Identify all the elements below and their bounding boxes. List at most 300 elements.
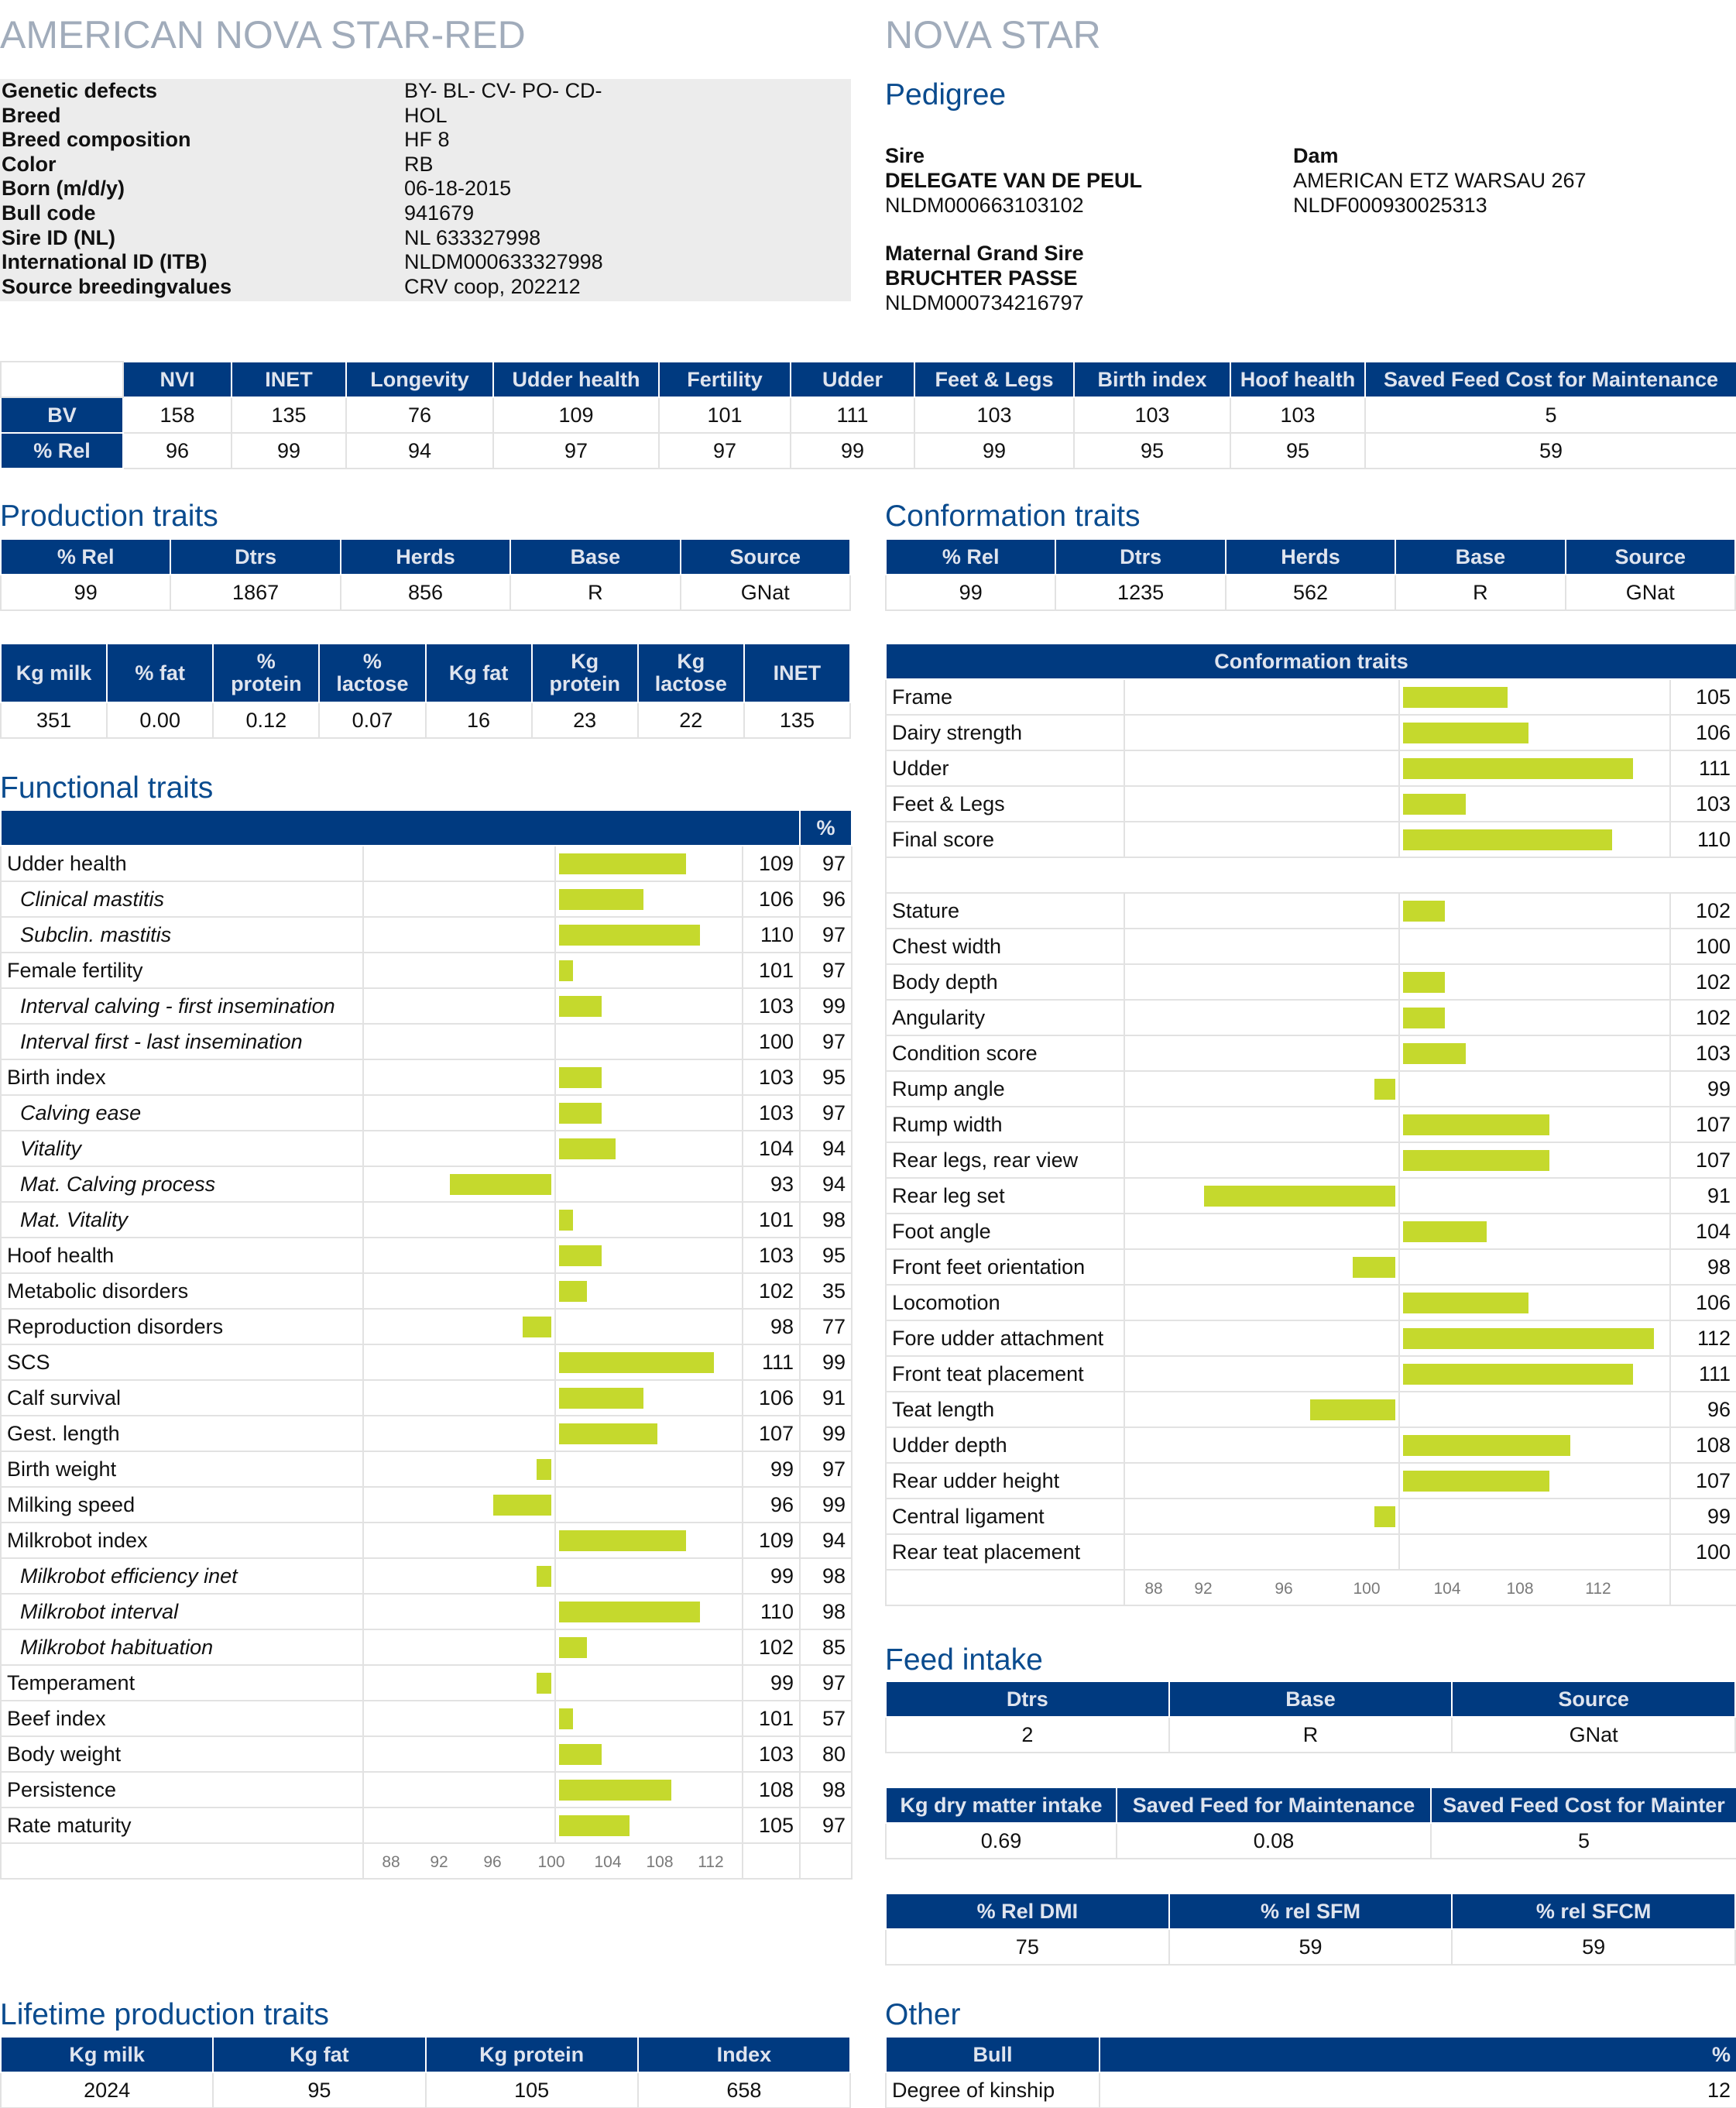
trait-rel: 77: [800, 1309, 852, 1344]
detail-value: 23: [532, 702, 638, 738]
bar-mark: [1403, 1364, 1633, 1385]
feed-intake-table: [885, 1787, 1736, 1859]
bar-cell-left: [363, 1273, 555, 1309]
trait-value: 104: [743, 1131, 800, 1166]
trait-value: 98: [1670, 1249, 1736, 1285]
axis-tick: 92: [1194, 1580, 1213, 1598]
bar-cell-left: [1124, 1000, 1399, 1035]
trait-value: 103: [743, 1736, 800, 1772]
table-header: % rel SFM: [1169, 1893, 1453, 1929]
table-row: [1, 846, 852, 881]
bar-cell-right: [555, 1736, 743, 1772]
trait-value: 111: [743, 1344, 800, 1380]
bar-cell-right: [1399, 929, 1670, 964]
table-row: [886, 1035, 1736, 1071]
trait-value: 110: [1670, 822, 1736, 857]
trait-value: 103: [743, 1238, 800, 1273]
trait-rel: 97: [800, 953, 852, 988]
index-value: 135: [232, 397, 346, 433]
conformation-traits-table: [885, 643, 1736, 1606]
production-summary-table: [0, 538, 851, 611]
trait-name: Teat length: [886, 1392, 1124, 1427]
dam-name: AMERICAN ETZ WARSAU 267: [1293, 169, 1587, 192]
info-key: Genetic defects: [2, 79, 158, 102]
trait-value: 109: [743, 846, 800, 881]
table-row: [1, 1629, 852, 1665]
bar-mark: [450, 1174, 551, 1195]
table-row: [886, 1463, 1736, 1499]
detail-value: 135: [744, 702, 850, 738]
bar-cell-right: [555, 1487, 743, 1523]
table-header: Herds: [341, 539, 510, 575]
index-header: Birth index: [1074, 362, 1230, 397]
trait-name: Interval calving - first insemination: [1, 988, 363, 1024]
axis-tick: 100: [1353, 1580, 1381, 1598]
pedigree-title: Pedigree: [885, 78, 1007, 112]
index-value: 97: [659, 433, 791, 469]
trait-name: Stature: [886, 893, 1124, 929]
table-row: [1, 1059, 852, 1095]
table-row: [1, 810, 852, 846]
bar-cell-right: [1399, 893, 1670, 929]
bar-cell-right: [555, 1594, 743, 1629]
axis-blank: [800, 1843, 852, 1879]
bar-cell-left: [1124, 964, 1399, 1000]
trait-value: 106: [743, 1380, 800, 1416]
bar-mark: [537, 1673, 551, 1694]
bar-cell-left: [363, 917, 555, 953]
index-value: 158: [123, 397, 232, 433]
index-header: Fertility: [659, 362, 791, 397]
trait-value: 100: [1670, 1534, 1736, 1570]
table-row: [886, 1823, 1736, 1859]
detail-header-line: % fat: [135, 661, 185, 685]
detail-header: [107, 644, 213, 702]
bar-cell-right: [555, 1701, 743, 1736]
table-header: Saved Feed for Maintenance: [1117, 1787, 1431, 1823]
table-cell: 0.08: [1117, 1823, 1431, 1859]
info-key: Color: [2, 152, 57, 176]
bar-cell-right: [555, 1059, 743, 1095]
index-row-label: BV: [1, 397, 123, 433]
table-row: [886, 1787, 1736, 1823]
axis-tick: 104: [1433, 1580, 1461, 1598]
table-cell: 1235: [1055, 575, 1225, 610]
bar-mark: [1403, 1043, 1466, 1064]
bar-cell-left: [1124, 929, 1399, 964]
bar-cell-right: [1399, 1463, 1670, 1499]
axis-scale: [1124, 1570, 1670, 1605]
table-cell: 5: [1431, 1823, 1736, 1859]
conformation-header: Conformation traits: [886, 644, 1736, 679]
bar-cell-right: [1399, 679, 1670, 715]
table-header: Saved Feed Cost for Mainter: [1431, 1787, 1736, 1823]
table-header: Index: [638, 2037, 850, 2072]
bar-cell-right: [1399, 1427, 1670, 1463]
index-table: [0, 361, 1736, 469]
info-key: Breed composition: [2, 128, 191, 152]
table-header: Kg protein: [426, 2037, 638, 2072]
bar-cell-left: [363, 1594, 555, 1629]
trait-value: 103: [1670, 786, 1736, 822]
feed-intake-title: Feed intake: [885, 1643, 1043, 1677]
trait-name: Reproduction disorders: [1, 1309, 363, 1344]
bar-cell-right: [555, 1416, 743, 1451]
dam-label: Dam: [1293, 144, 1339, 167]
mgs-id: NLDM000734216797: [885, 291, 1084, 314]
bar-cell-right: [1399, 1320, 1670, 1356]
table-row: [1, 362, 1736, 397]
info-key: Born (m/d/y): [2, 177, 125, 201]
mgs-label: Maternal Grand Sire: [885, 242, 1084, 265]
trait-name: Udder depth: [886, 1427, 1124, 1463]
info-row: [2, 250, 603, 275]
bar-mark: [559, 996, 602, 1017]
bar-cell-right: [555, 1238, 743, 1273]
trait-name: Fore udder attachment: [886, 1320, 1124, 1356]
trait-name: Locomotion: [886, 1285, 1124, 1320]
table-row: [1, 988, 852, 1024]
axis-tick: 96: [1275, 1580, 1293, 1598]
bar-cell-left: [1124, 893, 1399, 929]
table-row: [1, 2037, 850, 2072]
index-header: Udder: [791, 362, 914, 397]
index-header: Udder health: [493, 362, 659, 397]
trait-rel: 97: [800, 846, 852, 881]
bar-cell-left: [363, 1487, 555, 1523]
detail-header: [532, 644, 638, 702]
bar-cell-right: [1399, 1534, 1670, 1570]
bar-mark: [1403, 1150, 1549, 1171]
bar-mark: [1403, 687, 1508, 708]
trait-rel: 80: [800, 1736, 852, 1772]
detail-header-line: protein: [549, 672, 620, 695]
trait-value: 107: [1670, 1142, 1736, 1178]
table-row: [886, 1142, 1736, 1178]
info-key: Source breedingvalues: [2, 274, 232, 298]
bar-cell-left: [1124, 1107, 1399, 1142]
bar-cell-left: [1124, 1071, 1399, 1107]
detail-header: [638, 644, 744, 702]
table-header: % Rel: [886, 539, 1055, 575]
feed-rel-table: [885, 1893, 1736, 1966]
table-row: [886, 1717, 1735, 1753]
mgs-name: BRUCHTER PASSE: [885, 266, 1078, 290]
trait-name: SCS: [1, 1344, 363, 1380]
trait-name: Female fertility: [1, 953, 363, 988]
index-value: 5: [1365, 397, 1736, 433]
bar-cell-left: [363, 1238, 555, 1273]
table-row: [886, 1392, 1736, 1427]
axis-blank: [886, 1570, 1124, 1605]
trait-value: 99: [743, 1451, 800, 1487]
bar-mark: [1403, 972, 1445, 993]
table-header: Kg dry matter intake: [886, 1787, 1117, 1823]
dam-id: NLDF000930025313: [1293, 194, 1487, 217]
table-row: [886, 1000, 1736, 1035]
trait-value: 102: [743, 1629, 800, 1665]
table-row: [886, 1681, 1735, 1717]
index-value: 103: [1074, 397, 1230, 433]
table-cell: 1867: [170, 575, 340, 610]
trait-rel: 97: [800, 1095, 852, 1131]
trait-name: Rump width: [886, 1107, 1124, 1142]
table-cell: R: [1395, 575, 1565, 610]
axis-tick: 108: [1506, 1580, 1534, 1598]
index-value: 109: [493, 397, 659, 433]
bar-cell-left: [363, 1558, 555, 1594]
axis-blank: [743, 1843, 800, 1879]
table-cell: 0.69: [886, 1823, 1117, 1859]
table-row: [886, 679, 1736, 715]
bar-cell-left: [1124, 1499, 1399, 1534]
info-key: Sire ID (NL): [2, 225, 116, 249]
trait-value: 111: [1670, 1356, 1736, 1392]
trait-rel: 95: [800, 1059, 852, 1095]
trait-value: 107: [743, 1416, 800, 1451]
axis-scale: [363, 1843, 743, 1879]
trait-name: Persistence: [1, 1772, 363, 1808]
trait-name: Interval first - last insemination: [1, 1024, 363, 1059]
index-value: 103: [1230, 397, 1365, 433]
functional-traits-table: [0, 809, 853, 1880]
trait-name: Udder health: [1, 846, 363, 881]
trait-name: Mat. Vitality: [1, 1202, 363, 1238]
feed-summary-table: [885, 1681, 1736, 1753]
table-row: [886, 539, 1735, 575]
index-header: NVI: [123, 362, 232, 397]
info-row: [2, 128, 450, 153]
bar-mark: [537, 1566, 551, 1587]
bar-cell-left: [363, 1416, 555, 1451]
info-value: RB: [404, 152, 434, 176]
bar-mark: [559, 1744, 602, 1765]
table-row: [886, 1107, 1736, 1142]
index-value: 111: [791, 397, 914, 433]
bar-cell-right: [1399, 1107, 1670, 1142]
table-row: [886, 2072, 1736, 2108]
trait-name: Rump angle: [886, 1071, 1124, 1107]
trait-value: 106: [743, 881, 800, 917]
bar-cell-left: [1124, 679, 1399, 715]
bar-cell-left: [1124, 1285, 1399, 1320]
table-row: [1, 575, 850, 610]
bar-cell-right: [1399, 786, 1670, 822]
trait-name: Gest. length: [1, 1416, 363, 1451]
table-header: Dtrs: [170, 539, 340, 575]
other-header: Bull: [886, 2037, 1100, 2072]
trait-name: Milkrobot index: [1, 1523, 363, 1558]
detail-header-line: %: [256, 650, 276, 673]
bar-mark: [559, 1103, 602, 1124]
table-row: [1, 539, 850, 575]
detail-header: [744, 644, 850, 702]
bar-cell-left: [363, 1665, 555, 1701]
table-cell: 99: [1, 575, 170, 610]
detail-header-line: Kg: [677, 650, 705, 673]
bar-cell-right: [1399, 1285, 1670, 1320]
table-row: [886, 1427, 1736, 1463]
bar-mark: [1374, 1079, 1395, 1100]
trait-name: Beef index: [1, 1701, 363, 1736]
table-row: [886, 1214, 1736, 1249]
table-cell: 658: [638, 2072, 850, 2108]
axis-tick: 92: [430, 1853, 448, 1871]
bar-cell-right: [1399, 1356, 1670, 1392]
bar-cell-left: [363, 988, 555, 1024]
index-value: 76: [346, 397, 493, 433]
info-row: [2, 177, 512, 201]
detail-header: [319, 644, 425, 702]
bar-cell-left: [1124, 715, 1399, 750]
trait-name: Milking speed: [1, 1487, 363, 1523]
trait-value: 99: [1670, 1499, 1736, 1534]
bar-mark: [559, 1815, 630, 1836]
trait-rel: 99: [800, 1487, 852, 1523]
bar-cell-right: [555, 988, 743, 1024]
trait-rel: 95: [800, 1238, 852, 1273]
bar-cell-left: [1124, 750, 1399, 786]
bar-cell-right: [555, 1273, 743, 1309]
trait-name: Central ligament: [886, 1499, 1124, 1534]
trait-name: Vitality: [1, 1131, 363, 1166]
trait-rel: 94: [800, 1131, 852, 1166]
trait-value: 96: [743, 1487, 800, 1523]
detail-header-line: Kg: [571, 650, 599, 673]
table-cell: GNat: [1566, 575, 1735, 610]
trait-rel: 97: [800, 1665, 852, 1701]
bar-mark: [1403, 1471, 1549, 1492]
trait-name: Calving ease: [1, 1095, 363, 1131]
axis-blank: [1, 1843, 363, 1879]
info-value: NLDM000633327998: [404, 250, 603, 274]
bar-cell-right: [1399, 1249, 1670, 1285]
index-value: 59: [1365, 433, 1736, 469]
bar-mark: [537, 1459, 551, 1480]
trait-rel: 35: [800, 1273, 852, 1309]
trait-value: 110: [743, 1594, 800, 1629]
conformation-summary-table: [885, 538, 1736, 611]
bar-mark: [1403, 1221, 1487, 1242]
bar-cell-right: [1399, 1214, 1670, 1249]
info-value: 06-18-2015: [404, 177, 512, 201]
trait-value: 106: [1670, 715, 1736, 750]
bar-mark: [1374, 1506, 1395, 1527]
bar-mark: [1403, 1435, 1570, 1456]
table-row: [886, 1570, 1736, 1605]
trait-rel: 99: [800, 1416, 852, 1451]
bar-mark: [1403, 758, 1633, 779]
bar-cell-left: [363, 1629, 555, 1665]
trait-value: 101: [743, 1202, 800, 1238]
trait-value: 106: [1670, 1285, 1736, 1320]
table-cell: 95: [213, 2072, 425, 2108]
trait-name: Body weight: [1, 1736, 363, 1772]
bar-cell-left: [1124, 822, 1399, 857]
trait-value: 107: [1670, 1107, 1736, 1142]
trait-value: 102: [1670, 964, 1736, 1000]
bar-mark: [1403, 1328, 1654, 1349]
bar-cell-left: [363, 1024, 555, 1059]
detail-header: [213, 644, 319, 702]
table-row: [1, 1558, 852, 1594]
blank-cell: [1, 362, 123, 397]
detail-header: [1, 644, 107, 702]
bar-mark: [559, 853, 686, 874]
table-row: [1, 702, 850, 738]
table-row: [886, 644, 1736, 679]
table-row: [1, 1594, 852, 1629]
table-header: % Rel DMI: [886, 1893, 1169, 1929]
trait-name: Temperament: [1, 1665, 363, 1701]
table-row: [1, 1523, 852, 1558]
bar-cell-left: [363, 1380, 555, 1416]
detail-value: 0.00: [107, 702, 213, 738]
trait-name: Condition score: [886, 1035, 1124, 1071]
index-value: 95: [1230, 433, 1365, 469]
table-row: [1, 1273, 852, 1309]
trait-value: 91: [1670, 1178, 1736, 1214]
trait-rel: 99: [800, 988, 852, 1024]
table-cell: 99: [886, 575, 1055, 610]
table-row: [1, 1380, 852, 1416]
axis-tick: 104: [594, 1853, 622, 1871]
other-table: [885, 2036, 1736, 2108]
bar-cell-right: [555, 1095, 743, 1131]
table-row: [1, 1166, 852, 1202]
trait-name: Birth weight: [1, 1451, 363, 1487]
bar-mark: [559, 1423, 657, 1444]
bull-name-title: AMERICAN NOVA STAR-RED: [0, 13, 526, 57]
info-row: [2, 201, 475, 226]
bar-cell-right: [555, 1024, 743, 1059]
trait-name: Milkrobot interval: [1, 1594, 363, 1629]
bar-cell-left: [1124, 1249, 1399, 1285]
table-cell: 2: [886, 1717, 1169, 1753]
trait-name: Front feet orientation: [886, 1249, 1124, 1285]
index-header: Hoof health: [1230, 362, 1365, 397]
table-cell: R: [1169, 1717, 1453, 1753]
bar-mark: [559, 1210, 573, 1231]
info-value: 941679: [404, 201, 475, 225]
bar-cell-right: [555, 1309, 743, 1344]
bar-cell-right: [555, 1380, 743, 1416]
bar-cell-left: [363, 1701, 555, 1736]
bar-mark: [559, 1352, 714, 1373]
production-detail-table: [0, 643, 851, 739]
trait-name: Dairy strength: [886, 715, 1124, 750]
trait-value: 109: [743, 1523, 800, 1558]
trait-rel: 97: [800, 1451, 852, 1487]
table-row: [886, 822, 1736, 857]
info-row: [2, 103, 448, 129]
bar-cell-right: [555, 917, 743, 953]
bar-cell-right: [555, 846, 743, 881]
detail-header-line: Kg milk: [15, 661, 92, 685]
table-row: [886, 1534, 1736, 1570]
axis-tick: 96: [483, 1853, 502, 1871]
index-value: 101: [659, 397, 791, 433]
bar-cell-left: [363, 953, 555, 988]
table-header: Base: [1169, 1681, 1453, 1717]
trait-name: Subclin. mastitis: [1, 917, 363, 953]
table-row: [1, 1701, 852, 1736]
table-row: [886, 1320, 1736, 1356]
table-row: [1, 1309, 852, 1344]
table-header: % rel SFCM: [1452, 1893, 1735, 1929]
trait-name: Clinical mastitis: [1, 881, 363, 917]
table-row: [886, 1499, 1736, 1534]
